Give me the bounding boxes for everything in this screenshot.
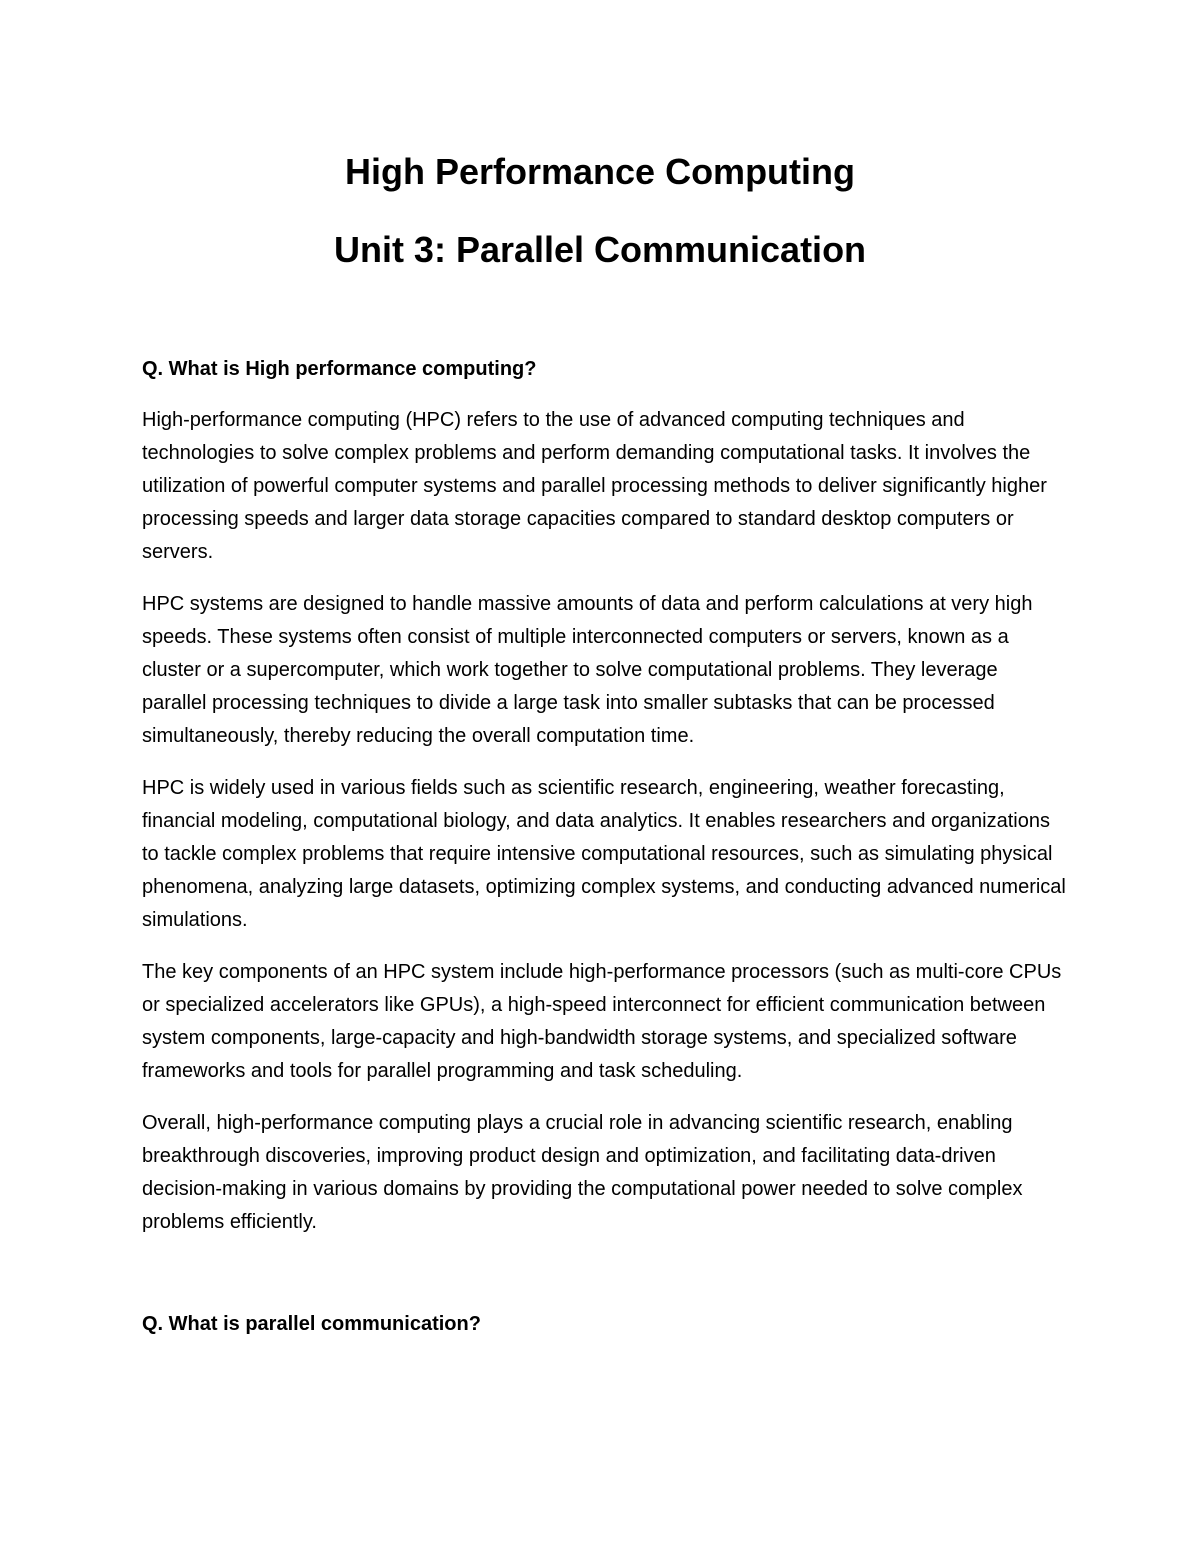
document-title: High Performance Computing <box>344 151 856 192</box>
question-heading: Q. What is parallel communication? <box>142 1313 481 1335</box>
paragraph: HPC systems are designed to handle massive amounts of data and perform calculations at very high speeds. These systems often consist of multiple interconnected computers or servers, known as a cluster or a supercomputer, which work together to solve computational problems. They leverage parallel processing techniques to divide a large task into smaller subtasks that can be processed simultaneously, thereby reducing the overall computation time. <box>142 593 1033 747</box>
document-subtitle: Unit 3: Parallel Communication <box>333 229 867 270</box>
paragraph: Overall, high-performance computing plays a crucial role in advancing scientific research, enabling breakthrough discoveries, improving product design and optimization, and facilitating data-driven decision-making in various domains by providing the computational power needed to solve complex problems efficiently. <box>142 1112 1023 1233</box>
document-body <box>142 352 1067 1341</box>
paragraph: The key components of an HPC system include high-performance processors (such as multi-core CPUs or specialized accelerators like GPUs), a high-speed interconnect for efficient communication between system components, large-capacity and high-bandwidth storage systems, and specialized software frameworks and tools for parallel programming and task scheduling. <box>142 961 1062 1082</box>
paragraph: High-performance computing (HPC) refers to the use of advanced computing techniques and technologies to solve complex problems and perform demanding computational tasks. It involves the utilization of powerful computer systems and parallel processing methods to deliver significantly higher processing speeds and larger data storage capacities compared to standard desktop computers or servers. <box>142 409 1047 563</box>
paragraph: HPC is widely used in various fields such as scientific research, engineering, weather forecasting, financial modeling, computational biology, and data analytics. It enables researchers and organizations to tackle complex problems that require intensive computational resources, such as simulating physical phenomena, analyzing large datasets, optimizing complex systems, and conducting advanced numerical simulations. <box>142 777 1066 931</box>
question-heading: Q. What is High performance computing? <box>142 358 537 380</box>
